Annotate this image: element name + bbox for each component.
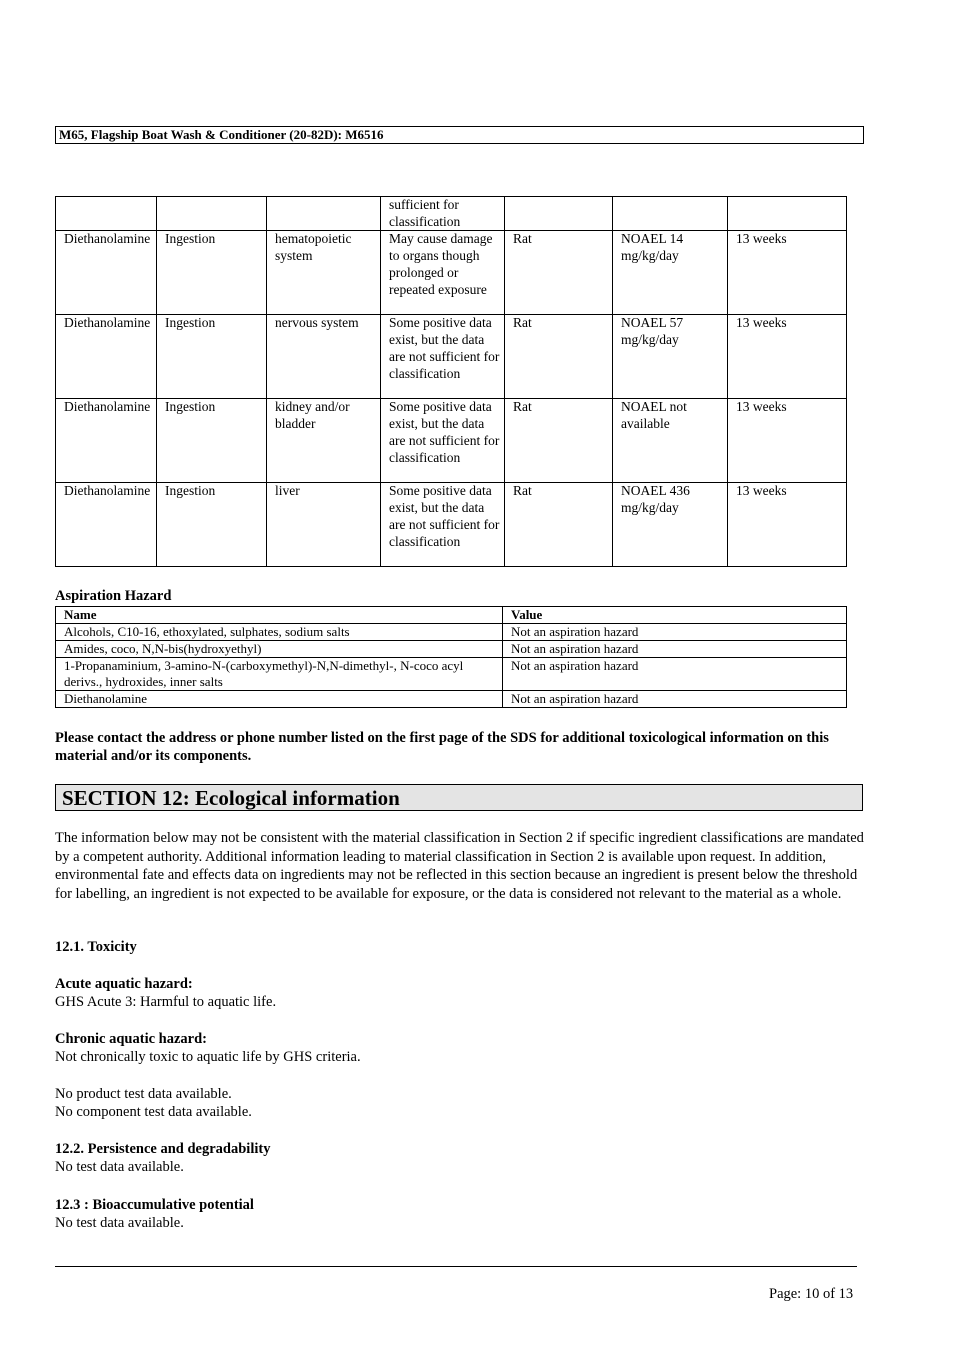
cell-species — [505, 197, 613, 231]
cell-name: Alcohols, C10-16, ethoxylated, sulphates, sodium salts — [56, 624, 503, 641]
cell-name: Diethanolamine — [56, 399, 157, 483]
cell-value: Some positive data exist, but the data are not sufficient for classification — [381, 399, 505, 483]
cell-name: Diethanolamine — [56, 691, 503, 708]
cell-name: Amides, coco, N,N-bis(hydroxyethyl) — [56, 641, 503, 658]
cell-organ: hematopoietic system — [267, 231, 381, 315]
table-row — [56, 658, 847, 691]
cell-name: Diethanolamine — [56, 315, 157, 399]
chronic-hazard-text: Not chronically toxic to aquatic life by GHS criteria. — [55, 1049, 361, 1065]
cell-value: Not an aspiration hazard — [503, 641, 847, 658]
cell-value: May cause damage to organs though prolonged or repeated exposure — [381, 231, 505, 315]
cell-value: Not an aspiration hazard — [503, 624, 847, 641]
bioaccumulative-heading: 12.3 : Bioaccumulative potential — [55, 1197, 254, 1213]
cell-name: Diethanolamine — [56, 483, 157, 567]
cell-organ: liver — [267, 483, 381, 567]
section-12-heading — [55, 784, 863, 811]
acute-hazard-text: GHS Acute 3: Harmful to aquatic life. — [55, 994, 277, 1010]
cell-value: Some positive data exist, but the data are not sufficient for classification — [381, 483, 505, 567]
cell-organ — [267, 197, 381, 231]
contact-note: Please contact the address or phone number listed on the first page of the SDS for additional toxicological information on this material and/or its components. — [55, 730, 829, 764]
cell-species: Rat — [505, 399, 613, 483]
persistence-heading: 12.2. Persistence and degradability — [55, 1141, 271, 1157]
cell-species: Rat — [505, 315, 613, 399]
cell-species: Rat — [505, 483, 613, 567]
cell-name: Diethanolamine — [56, 231, 157, 315]
cell-value: Some positive data exist, but the data are not sufficient for classification — [381, 315, 505, 399]
cell-organ: nervous system — [267, 315, 381, 399]
cell-route — [157, 197, 267, 231]
persistence-text: No test data available. — [55, 1159, 184, 1175]
acute-hazard-heading: Acute aquatic hazard: — [55, 976, 193, 992]
cell-value: sufficient for classification — [381, 197, 505, 231]
table-row — [56, 641, 847, 658]
toxicity-table — [55, 196, 847, 567]
no-component-data: No component test data available. — [55, 1104, 252, 1120]
cell-result: NOAEL 14 mg/kg/day — [613, 231, 728, 315]
cell-result: NOAEL 436 mg/kg/day — [613, 483, 728, 567]
product-title: M65, Flagship Boat Wash & Conditioner (20-82D): M6516 — [59, 127, 384, 142]
table-row — [56, 315, 847, 399]
cell-value: Not an aspiration hazard — [503, 658, 847, 691]
cell-duration: 13 weeks — [728, 231, 847, 315]
cell-value: Not an aspiration hazard — [503, 691, 847, 708]
cell-route: Ingestion — [157, 315, 267, 399]
aspiration-hazard-heading: Aspiration Hazard — [55, 588, 172, 604]
section-title: SECTION 12: Ecological information — [62, 786, 400, 810]
bioaccumulative-text: No test data available. — [55, 1215, 184, 1231]
cell-species: Rat — [505, 231, 613, 315]
cell-route: Ingestion — [157, 483, 267, 567]
table-row — [56, 197, 847, 231]
table-row — [56, 691, 847, 708]
aspiration-hazard-table — [55, 606, 847, 708]
cell-organ: kidney and/or bladder — [267, 399, 381, 483]
cell-route: Ingestion — [157, 231, 267, 315]
column-header-name: Name — [56, 607, 503, 624]
cell-name: 1-Propanaminium, 3-amino-N-(carboxymethyl)-N,N-dimethyl-, N-coco acyl derivs., hydroxides, inner salts — [56, 658, 503, 691]
cell-duration — [728, 197, 847, 231]
table-row — [56, 231, 847, 315]
cell-route: Ingestion — [157, 399, 267, 483]
cell-name — [56, 197, 157, 231]
column-header-value: Value — [503, 607, 847, 624]
page-number: Page: 10 of 13 — [769, 1286, 854, 1302]
section-12-intro: The information below may not be consistent with the material classification in Section 2 if specific ingredient classifications are mandated by a competent authority. Additional information leading to material classification in Section 2 is available upon request. In addition, environmental fate and effects data on ingredients may not be reflected in this section because an ingredient is present below the threshold for labelling, an ingredient is not expected to be available for exposure, or the data is considered not relevant to the material as a whole. — [55, 830, 864, 902]
document-header — [55, 126, 864, 144]
cell-result — [613, 197, 728, 231]
cell-result: NOAEL 57 mg/kg/day — [613, 315, 728, 399]
toxicity-heading: 12.1. Toxicity — [55, 939, 137, 955]
table-header-row — [56, 607, 847, 624]
table-row — [56, 399, 847, 483]
cell-duration: 13 weeks — [728, 483, 847, 567]
cell-duration: 13 weeks — [728, 315, 847, 399]
no-product-data: No product test data available. — [55, 1086, 232, 1102]
cell-duration: 13 weeks — [728, 399, 847, 483]
footer-rule — [55, 1266, 857, 1267]
cell-result: NOAEL not available — [613, 399, 728, 483]
table-row — [56, 624, 847, 641]
table-row — [56, 483, 847, 567]
chronic-hazard-heading: Chronic aquatic hazard: — [55, 1031, 207, 1047]
